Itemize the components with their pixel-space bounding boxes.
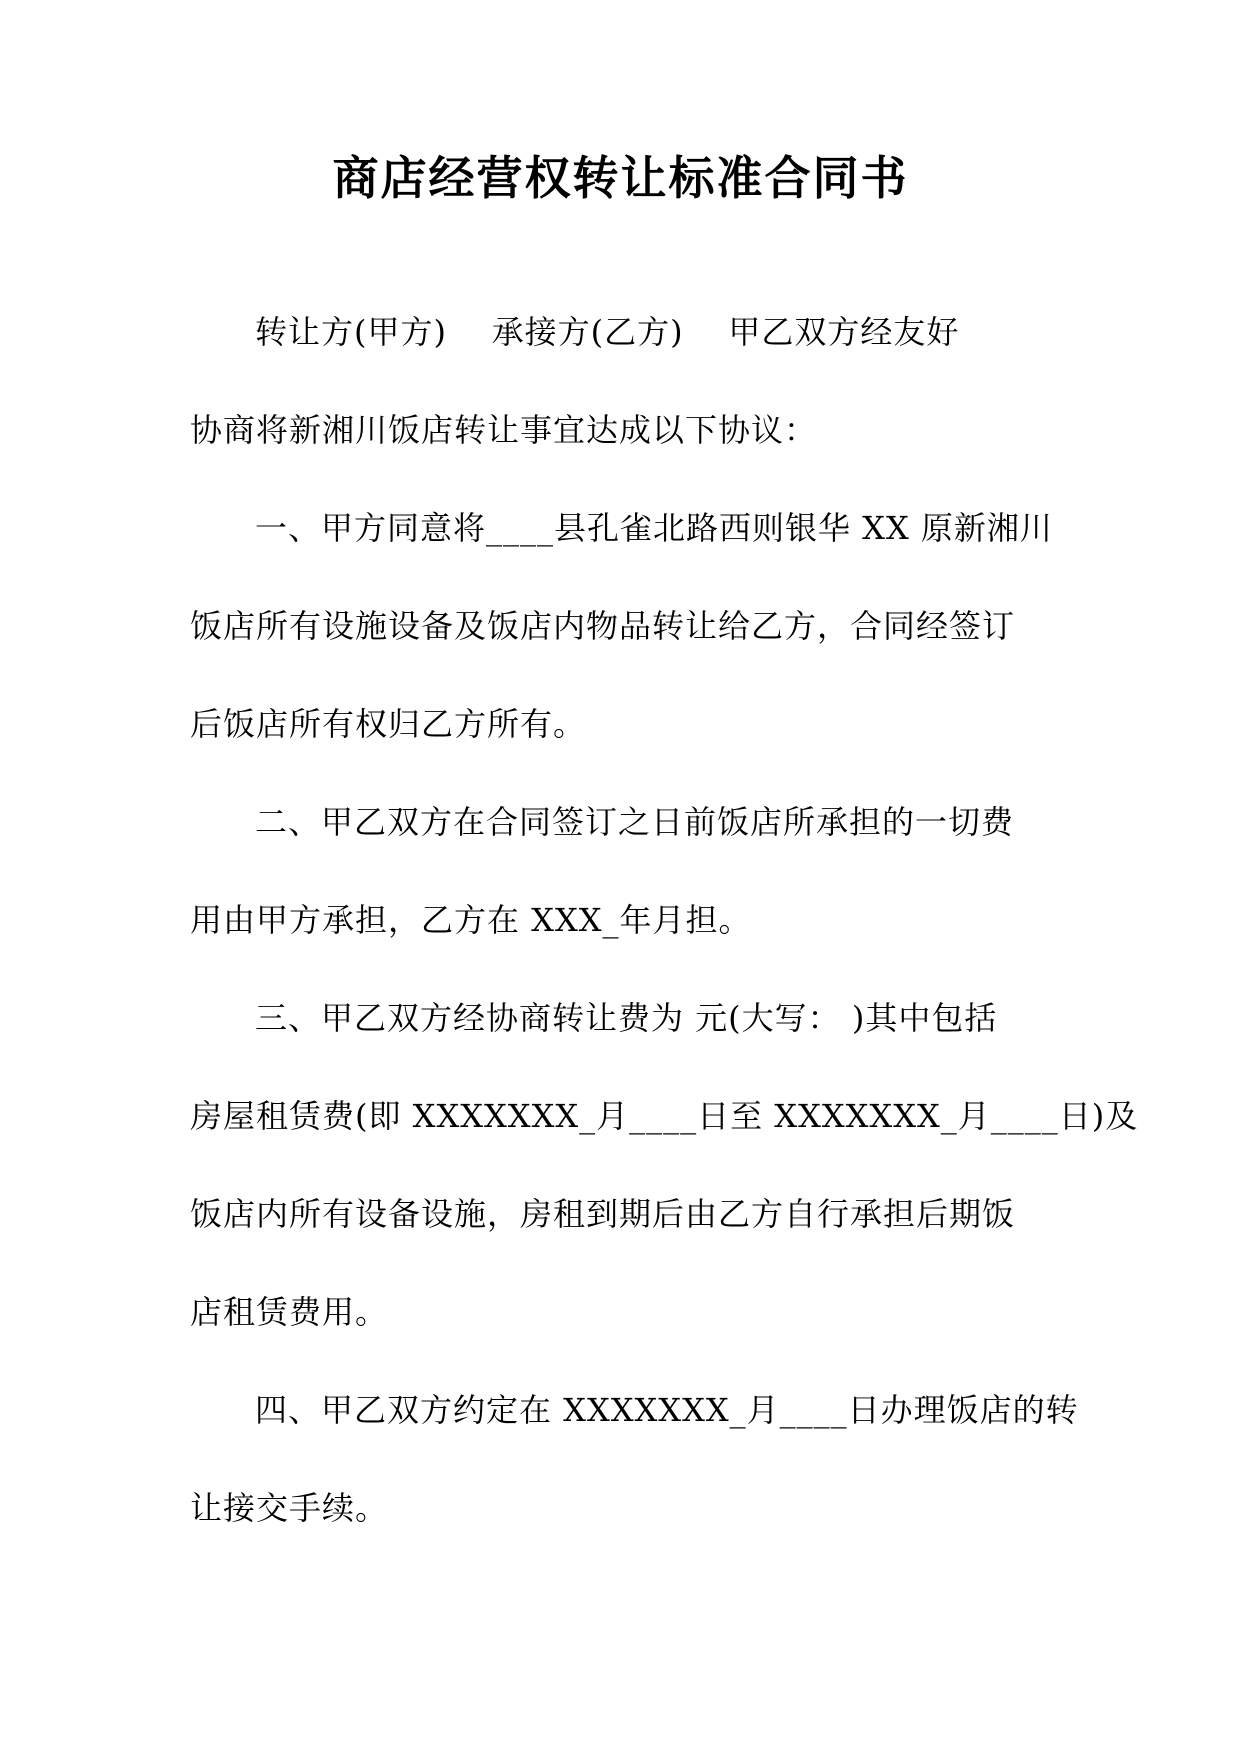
clause-3-line-2: 房屋租赁费(即 XXXXXXX_月____日至 XXXXXXX_月____日)及	[190, 1097, 1139, 1135]
clause-1-line-1: 一、甲方同意将____县孔雀北路西则银华 XX 原新湘川	[255, 509, 1053, 547]
clause-4-line-2: 让接交手续。	[190, 1489, 389, 1527]
clause-1-line-3: 后饭店所有权归乙方所有。	[190, 705, 587, 743]
clause-3-line-1: 三、甲乙双方经协商转让费为 元(大写： )其中包括	[255, 999, 998, 1037]
clause-1-line-2: 饭店所有设施设备及饭店内物品转让给乙方，合同经签订	[190, 607, 1016, 645]
document-title: 商店经营权转让标准合同书	[332, 151, 909, 205]
clause-2-line-2: 用由甲方承担，乙方在 XXX_年月担。	[190, 901, 752, 939]
clause-3-line-4: 店租赁费用。	[190, 1293, 389, 1331]
clause-2-line-1: 二、甲乙双方在合同签订之日前饭店所承担的一切费	[255, 803, 1015, 841]
paragraph-line-agreement: 协商将新湘川饭店转让事宜达成以下协议：	[190, 411, 818, 449]
clause-3-line-3: 饭店内所有设备设施，房租到期后由乙方自行承担后期饭	[190, 1195, 1016, 1233]
clause-4-line-1: 四、甲乙双方约定在 XXXXXXX_月____日办理饭店的转	[255, 1391, 1079, 1429]
paragraph-line-parties: 转让方(甲方) 承接方(乙方) 甲乙双方经友好	[255, 313, 960, 351]
